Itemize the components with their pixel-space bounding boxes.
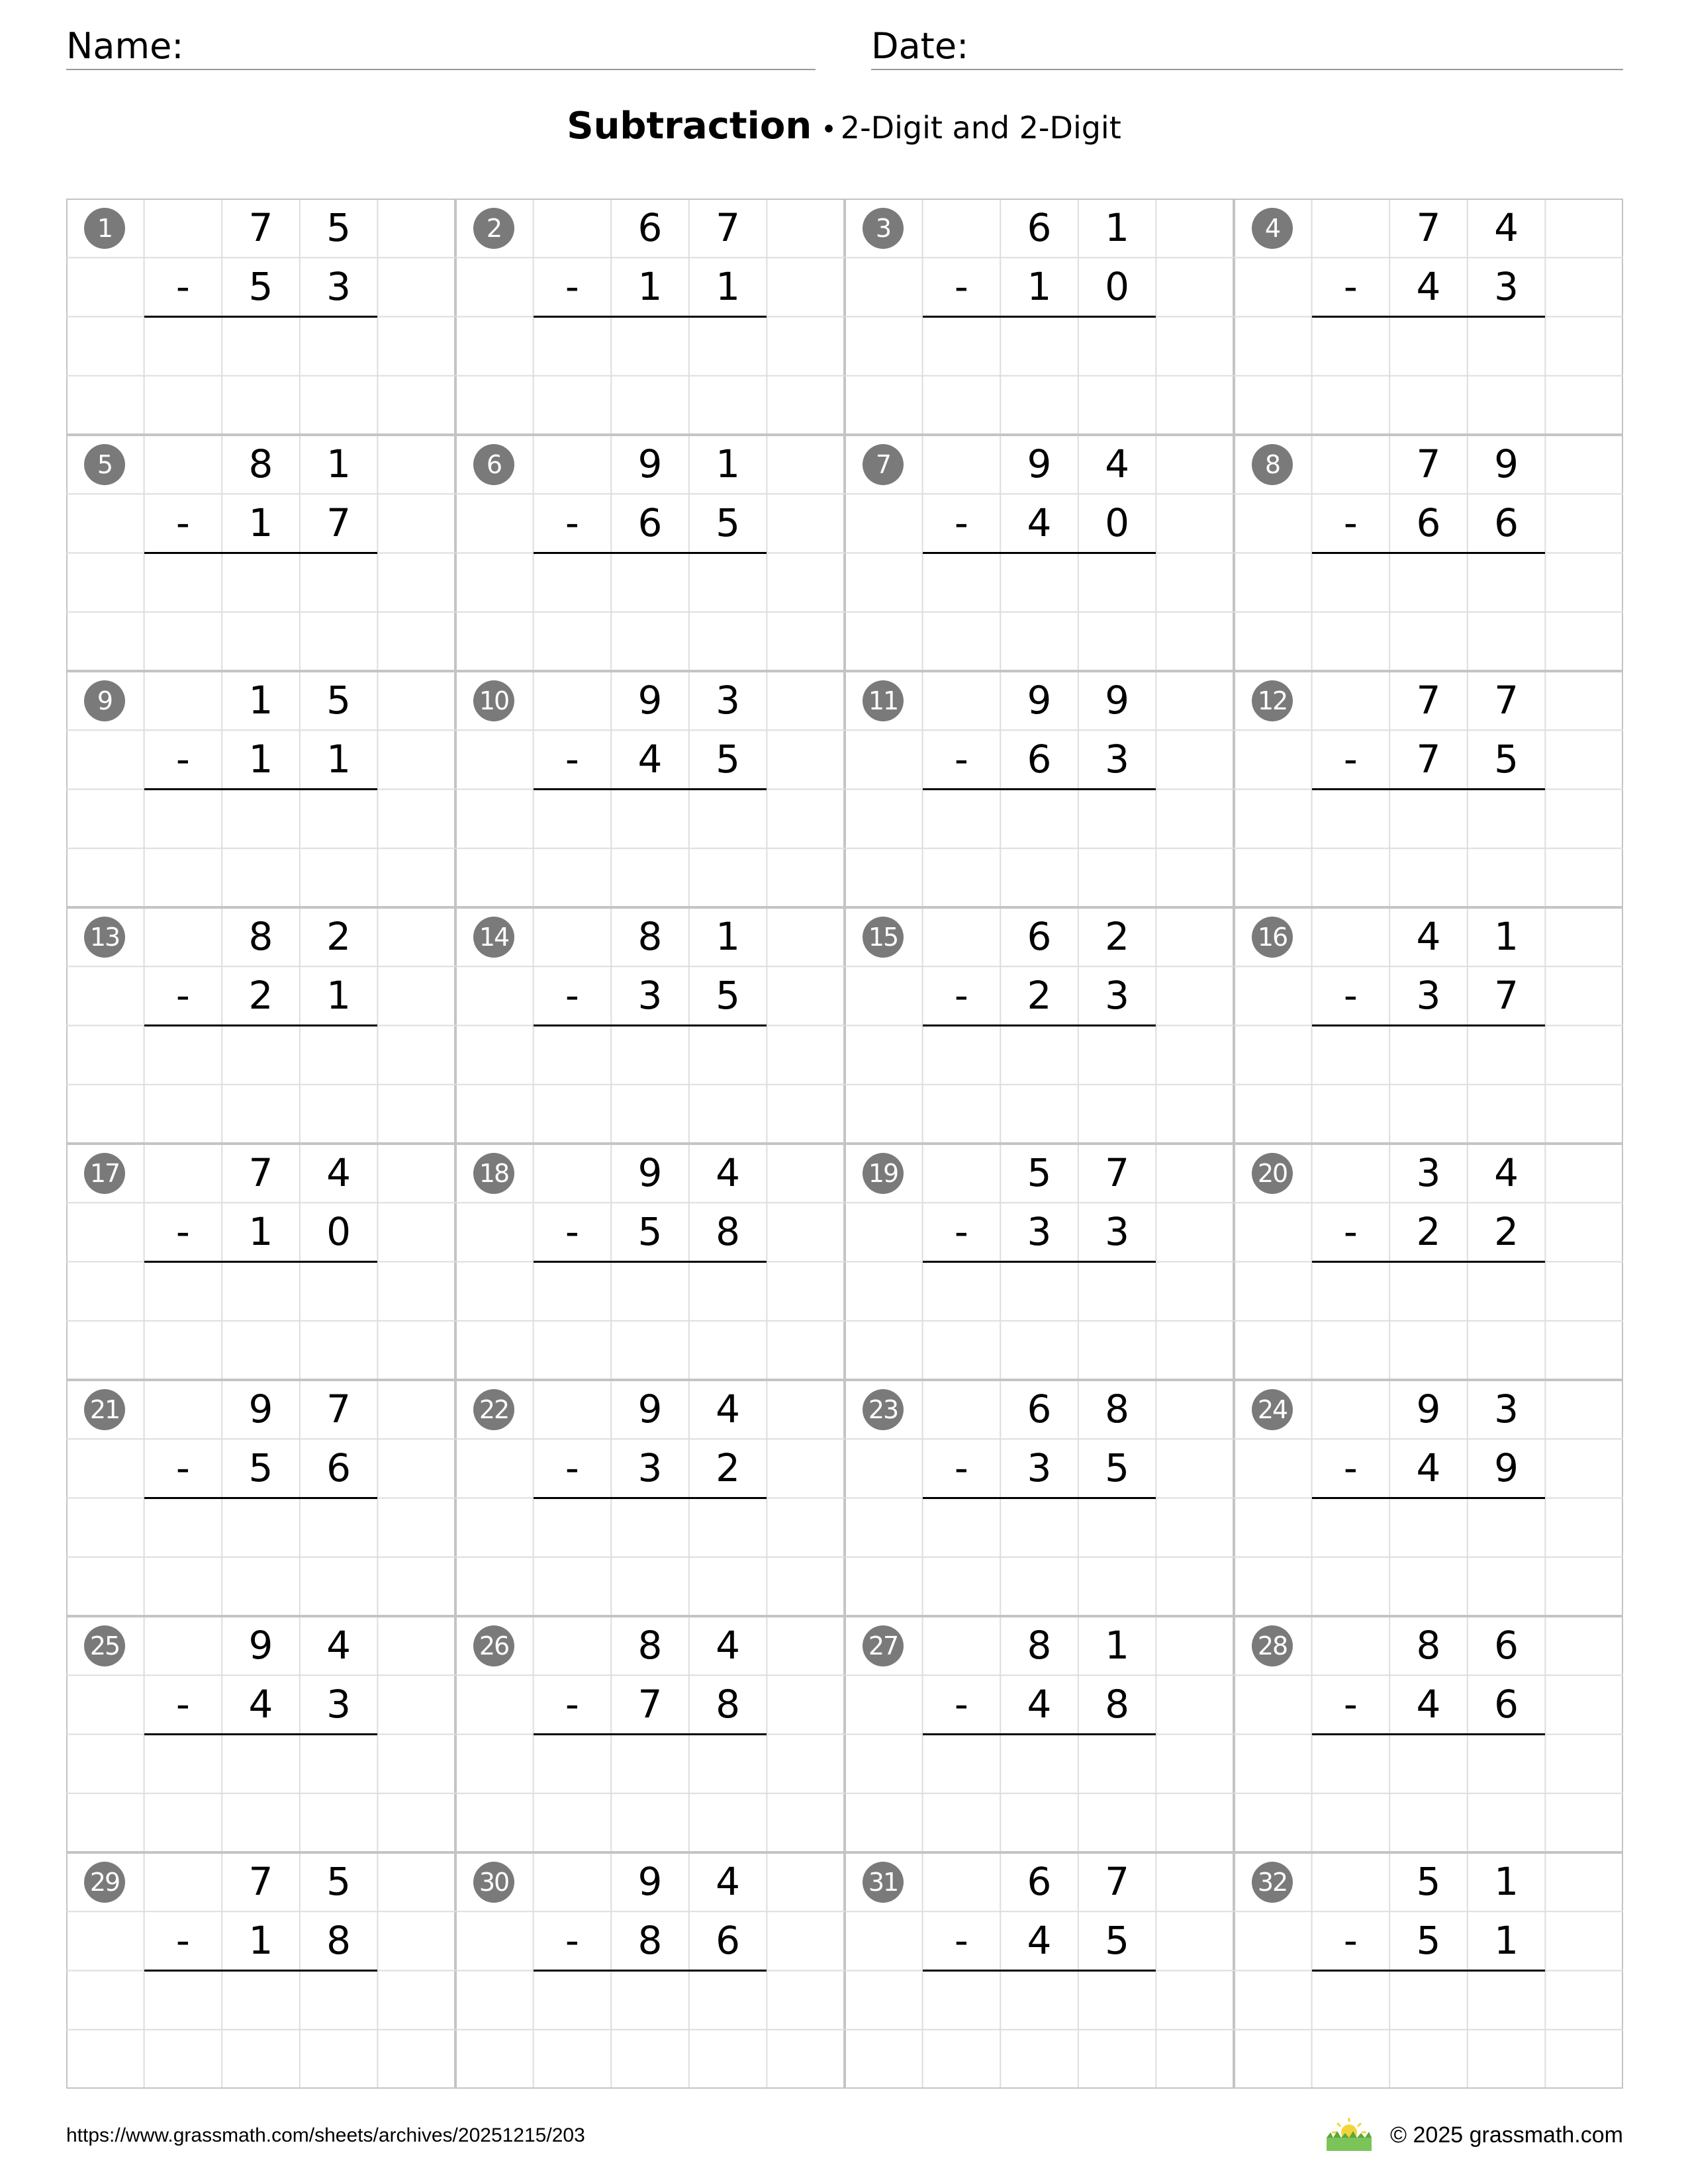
minuend-tens-digit: 9	[637, 1859, 663, 1904]
answer-rule	[923, 316, 1156, 318]
minuend-ones-digit: 7	[1105, 1859, 1130, 1904]
subtrahend-ones-digit: 8	[1105, 1682, 1130, 1727]
minuend-tens-digit: 9	[637, 441, 663, 486]
problem-number-badge: 5	[84, 444, 125, 485]
subtrahend-ones-digit: 5	[716, 737, 741, 782]
problem-number-badge: 23	[863, 1389, 904, 1430]
subtrahend-ones-digit: 5	[1105, 1918, 1130, 1964]
problem-number-badge: 13	[84, 917, 125, 958]
minuend-tens-digit: 4	[1416, 914, 1441, 959]
answer-rule	[1312, 1024, 1546, 1026]
problem-number-badge: 25	[84, 1625, 125, 1666]
minuend-ones-digit: 9	[1494, 441, 1519, 486]
subtrahend-tens-digit: 1	[637, 264, 663, 310]
subtrahend-tens-digit: 7	[637, 1682, 663, 1727]
problem-number-badge: 12	[1252, 680, 1293, 721]
minuend-tens-digit: 9	[1027, 678, 1052, 723]
title-bullet: •	[821, 114, 837, 145]
minus-sign: -	[954, 737, 968, 782]
minus-sign: -	[565, 973, 579, 1019]
problem-number-badge: 31	[863, 1862, 904, 1903]
problem-number-badge: 19	[863, 1153, 904, 1194]
name-field[interactable]	[66, 24, 816, 70]
subtrahend-tens-digit: 4	[248, 1682, 273, 1727]
minuend-ones-digit: 8	[1105, 1387, 1130, 1432]
subtrahend-ones-digit: 6	[326, 1445, 352, 1491]
answer-rule	[923, 1733, 1156, 1735]
minuend-tens-digit: 7	[1416, 678, 1441, 723]
subtrahend-ones-digit: 6	[1494, 1682, 1519, 1727]
minus-sign: -	[565, 1918, 579, 1964]
subtrahend-tens-digit: 6	[637, 500, 663, 546]
subtrahend-ones-digit: 5	[716, 500, 741, 546]
minus-sign: -	[954, 1445, 968, 1491]
minus-sign: -	[1343, 1209, 1358, 1255]
answer-rule	[534, 1970, 767, 1972]
answer-rule	[144, 1733, 378, 1735]
worksheet-title	[0, 105, 1688, 148]
answer-rule	[1312, 1733, 1546, 1735]
minus-sign: -	[565, 500, 579, 546]
problem-number-badge: 2	[473, 208, 514, 249]
minuend-ones-digit: 4	[716, 1859, 741, 1904]
minus-sign: -	[954, 1209, 968, 1255]
problem-number-badge: 9	[84, 680, 125, 721]
subtrahend-ones-digit: 9	[1494, 1445, 1519, 1491]
minuend-ones-digit: 5	[326, 1859, 352, 1904]
minus-sign: -	[1343, 1445, 1358, 1491]
answer-rule	[144, 1261, 378, 1263]
subtrahend-tens-digit: 5	[1416, 1918, 1441, 1964]
minuend-ones-digit: 7	[1494, 678, 1519, 723]
minuend-ones-digit: 2	[1105, 914, 1130, 959]
answer-rule	[534, 1733, 767, 1735]
minus-sign: -	[565, 1209, 579, 1255]
problem-grid	[66, 199, 1623, 2089]
subtrahend-ones-digit: 0	[326, 1209, 352, 1255]
subtrahend-tens-digit: 1	[1027, 264, 1052, 310]
subtrahend-ones-digit: 6	[1494, 500, 1519, 546]
minuend-ones-digit: 7	[326, 1387, 352, 1432]
minuend-ones-digit: 1	[716, 441, 741, 486]
problem-number-badge: 7	[863, 444, 904, 485]
minuend-tens-digit: 8	[248, 914, 273, 959]
minuend-tens-digit: 9	[1027, 441, 1052, 486]
subtrahend-ones-digit: 0	[1105, 500, 1130, 546]
minuend-tens-digit: 9	[248, 1387, 273, 1432]
subtrahend-ones-digit: 1	[1494, 1918, 1519, 1964]
problem-number-badge: 1	[84, 208, 125, 249]
minus-sign: -	[175, 500, 190, 546]
subtrahend-tens-digit: 4	[1027, 500, 1052, 546]
minuend-ones-digit: 1	[716, 914, 741, 959]
subtrahend-ones-digit: 7	[1494, 973, 1519, 1019]
minuend-ones-digit: 5	[326, 205, 352, 250]
problem-number-badge: 26	[473, 1625, 514, 1666]
minuend-tens-digit: 9	[1416, 1387, 1441, 1432]
subtrahend-ones-digit: 7	[326, 500, 352, 546]
minuend-tens-digit: 7	[1416, 441, 1441, 486]
minuend-ones-digit: 4	[1105, 441, 1130, 486]
answer-rule	[144, 1497, 378, 1499]
minuend-ones-digit: 1	[1105, 1623, 1130, 1668]
problem-number-badge: 8	[1252, 444, 1293, 485]
subtrahend-ones-digit: 8	[716, 1682, 741, 1727]
problem-number-badge: 22	[473, 1389, 514, 1430]
subtrahend-ones-digit: 1	[326, 973, 352, 1019]
subtrahend-tens-digit: 6	[1027, 737, 1052, 782]
problem-number-badge: 15	[863, 917, 904, 958]
minus-sign: -	[1343, 1682, 1358, 1727]
subtrahend-ones-digit: 5	[716, 973, 741, 1019]
minuend-tens-digit: 7	[248, 1859, 273, 1904]
minus-sign: -	[175, 1918, 190, 1964]
minuend-ones-digit: 4	[716, 1387, 741, 1432]
minuend-tens-digit: 7	[248, 205, 273, 250]
answer-rule	[1312, 788, 1546, 790]
answer-rule	[923, 1024, 1156, 1026]
minuend-ones-digit: 4	[716, 1623, 741, 1668]
subtrahend-tens-digit: 3	[637, 973, 663, 1019]
footer-copyright: © 2025 grassmath.com	[1390, 2122, 1623, 2148]
subtrahend-tens-digit: 8	[637, 1918, 663, 1964]
subtrahend-tens-digit: 2	[1416, 1209, 1441, 1255]
subtrahend-ones-digit: 0	[1105, 264, 1130, 310]
minuend-tens-digit: 5	[1027, 1150, 1052, 1195]
minuend-tens-digit: 8	[637, 914, 663, 959]
minuend-tens-digit: 5	[1416, 1859, 1441, 1904]
minuend-ones-digit: 1	[1494, 1859, 1519, 1904]
answer-rule	[923, 1497, 1156, 1499]
subtrahend-ones-digit: 8	[326, 1918, 352, 1964]
subtrahend-tens-digit: 3	[1416, 973, 1441, 1019]
minus-sign: -	[954, 500, 968, 546]
minus-sign: -	[1343, 737, 1358, 782]
subtrahend-tens-digit: 2	[1027, 973, 1052, 1019]
minus-sign: -	[565, 1445, 579, 1491]
answer-rule	[534, 316, 767, 318]
minuend-tens-digit: 6	[1027, 914, 1052, 959]
title-main: Subtraction	[567, 105, 812, 148]
minuend-tens-digit: 9	[637, 1150, 663, 1195]
subtrahend-ones-digit: 5	[1105, 1445, 1130, 1491]
problem-number-badge: 16	[1252, 917, 1293, 958]
answer-rule	[534, 552, 767, 554]
title-subtitle: 2-Digit and 2-Digit	[840, 110, 1121, 146]
minus-sign: -	[954, 973, 968, 1019]
minuend-tens-digit: 8	[248, 441, 273, 486]
answer-rule	[144, 552, 378, 554]
subtrahend-tens-digit: 4	[637, 737, 663, 782]
problem-number-badge: 4	[1252, 208, 1293, 249]
answer-rule	[144, 1970, 378, 1972]
minus-sign: -	[175, 1682, 190, 1727]
minus-sign: -	[1343, 1918, 1358, 1964]
minuend-tens-digit: 8	[637, 1623, 663, 1668]
subtrahend-tens-digit: 2	[248, 973, 273, 1019]
subtrahend-ones-digit: 1	[326, 737, 352, 782]
minuend-tens-digit: 1	[248, 678, 273, 723]
problem-number-badge: 14	[473, 917, 514, 958]
minuend-tens-digit: 8	[1416, 1623, 1441, 1668]
subtrahend-ones-digit: 5	[1494, 737, 1519, 782]
minus-sign: -	[1343, 264, 1358, 310]
answer-rule	[144, 1024, 378, 1026]
minus-sign: -	[175, 1445, 190, 1491]
answer-rule	[534, 788, 767, 790]
minuend-tens-digit: 9	[637, 678, 663, 723]
subtrahend-tens-digit: 4	[1416, 1445, 1441, 1491]
minuend-ones-digit: 4	[326, 1150, 352, 1195]
answer-rule	[923, 1970, 1156, 1972]
minus-sign: -	[565, 264, 579, 310]
subtrahend-tens-digit: 4	[1027, 1918, 1052, 1964]
subtrahend-ones-digit: 2	[1494, 1209, 1519, 1255]
subtrahend-ones-digit: 3	[1105, 1209, 1130, 1255]
grass-sun-logo-icon	[1324, 2115, 1374, 2152]
subtrahend-tens-digit: 3	[1027, 1445, 1052, 1491]
minuend-ones-digit: 1	[1105, 205, 1130, 250]
subtrahend-ones-digit: 3	[1494, 264, 1519, 310]
minuend-ones-digit: 4	[1494, 1150, 1519, 1195]
problem-number-badge: 29	[84, 1862, 125, 1903]
problem-number-badge: 3	[863, 208, 904, 249]
minuend-ones-digit: 6	[1494, 1623, 1519, 1668]
answer-rule	[1312, 1261, 1546, 1263]
subtrahend-tens-digit: 7	[1416, 737, 1441, 782]
problem-number-badge: 24	[1252, 1389, 1293, 1430]
date-label: Date:	[871, 25, 969, 67]
answer-rule	[923, 788, 1156, 790]
problem-number-badge: 17	[84, 1153, 125, 1194]
subtrahend-ones-digit: 3	[1105, 737, 1130, 782]
minuend-ones-digit: 3	[716, 678, 741, 723]
problem-number-badge: 27	[863, 1625, 904, 1666]
problem-number-badge: 6	[473, 444, 514, 485]
minuend-tens-digit: 6	[1027, 205, 1052, 250]
subtrahend-tens-digit: 5	[248, 1445, 273, 1491]
subtrahend-tens-digit: 1	[248, 1918, 273, 1964]
minuend-ones-digit: 4	[326, 1623, 352, 1668]
minuend-tens-digit: 7	[248, 1150, 273, 1195]
minuend-tens-digit: 6	[1027, 1387, 1052, 1432]
subtrahend-tens-digit: 5	[248, 264, 273, 310]
minuend-tens-digit: 6	[637, 205, 663, 250]
answer-rule	[1312, 552, 1546, 554]
problem-number-badge: 18	[473, 1153, 514, 1194]
subtrahend-tens-digit: 1	[248, 737, 273, 782]
minuend-ones-digit: 1	[1494, 914, 1519, 959]
footer-url: https://www.grassmath.com/sheets/archives/20251215/203	[66, 2124, 585, 2146]
subtrahend-ones-digit: 8	[716, 1209, 741, 1255]
subtrahend-ones-digit: 3	[326, 264, 352, 310]
minus-sign: -	[954, 264, 968, 310]
subtrahend-tens-digit: 4	[1416, 1682, 1441, 1727]
minus-sign: -	[954, 1918, 968, 1964]
minuend-tens-digit: 9	[248, 1623, 273, 1668]
minus-sign: -	[175, 973, 190, 1019]
minuend-tens-digit: 9	[637, 1387, 663, 1432]
minus-sign: -	[175, 264, 190, 310]
answer-rule	[534, 1261, 767, 1263]
minuend-ones-digit: 4	[716, 1150, 741, 1195]
minus-sign: -	[565, 737, 579, 782]
problem-number-badge: 21	[84, 1389, 125, 1430]
minuend-ones-digit: 5	[326, 678, 352, 723]
subtrahend-tens-digit: 3	[1027, 1209, 1052, 1255]
subtrahend-tens-digit: 1	[248, 500, 273, 546]
minus-sign: -	[175, 1209, 190, 1255]
subtrahend-tens-digit: 4	[1027, 1682, 1052, 1727]
minuend-tens-digit: 6	[1027, 1859, 1052, 1904]
answer-rule	[923, 1261, 1156, 1263]
minuend-tens-digit: 3	[1416, 1150, 1441, 1195]
answer-rule	[144, 788, 378, 790]
subtrahend-ones-digit: 3	[326, 1682, 352, 1727]
answer-rule	[144, 316, 378, 318]
problem-number-badge: 28	[1252, 1625, 1293, 1666]
problem-number-badge: 30	[473, 1862, 514, 1903]
minuend-tens-digit: 7	[1416, 205, 1441, 250]
date-field[interactable]	[871, 24, 1623, 70]
minuend-ones-digit: 2	[326, 914, 352, 959]
minus-sign: -	[175, 737, 190, 782]
minuend-ones-digit: 4	[1494, 205, 1519, 250]
answer-rule	[923, 552, 1156, 554]
answer-rule	[1312, 1497, 1546, 1499]
answer-rule	[1312, 1970, 1546, 1972]
subtrahend-tens-digit: 4	[1416, 264, 1441, 310]
minus-sign: -	[1343, 973, 1358, 1019]
minuend-ones-digit: 7	[1105, 1150, 1130, 1195]
subtrahend-ones-digit: 3	[1105, 973, 1130, 1019]
subtrahend-ones-digit: 2	[716, 1445, 741, 1491]
name-label: Name:	[66, 25, 184, 67]
minuend-tens-digit: 8	[1027, 1623, 1052, 1668]
subtrahend-tens-digit: 1	[248, 1209, 273, 1255]
answer-rule	[534, 1024, 767, 1026]
answer-rule	[1312, 316, 1546, 318]
minuend-ones-digit: 1	[326, 441, 352, 486]
problem-number-badge: 10	[473, 680, 514, 721]
minus-sign: -	[1343, 500, 1358, 546]
minuend-ones-digit: 9	[1105, 678, 1130, 723]
problem-number-badge: 11	[863, 680, 904, 721]
subtrahend-tens-digit: 6	[1416, 500, 1441, 546]
subtrahend-tens-digit: 5	[637, 1209, 663, 1255]
subtrahend-ones-digit: 1	[716, 264, 741, 310]
problem-number-badge: 20	[1252, 1153, 1293, 1194]
answer-rule	[534, 1497, 767, 1499]
minus-sign: -	[954, 1682, 968, 1727]
subtrahend-ones-digit: 6	[716, 1918, 741, 1964]
subtrahend-tens-digit: 3	[637, 1445, 663, 1491]
minuend-ones-digit: 7	[716, 205, 741, 250]
problem-number-badge: 32	[1252, 1862, 1293, 1903]
minuend-ones-digit: 3	[1494, 1387, 1519, 1432]
minus-sign: -	[565, 1682, 579, 1727]
